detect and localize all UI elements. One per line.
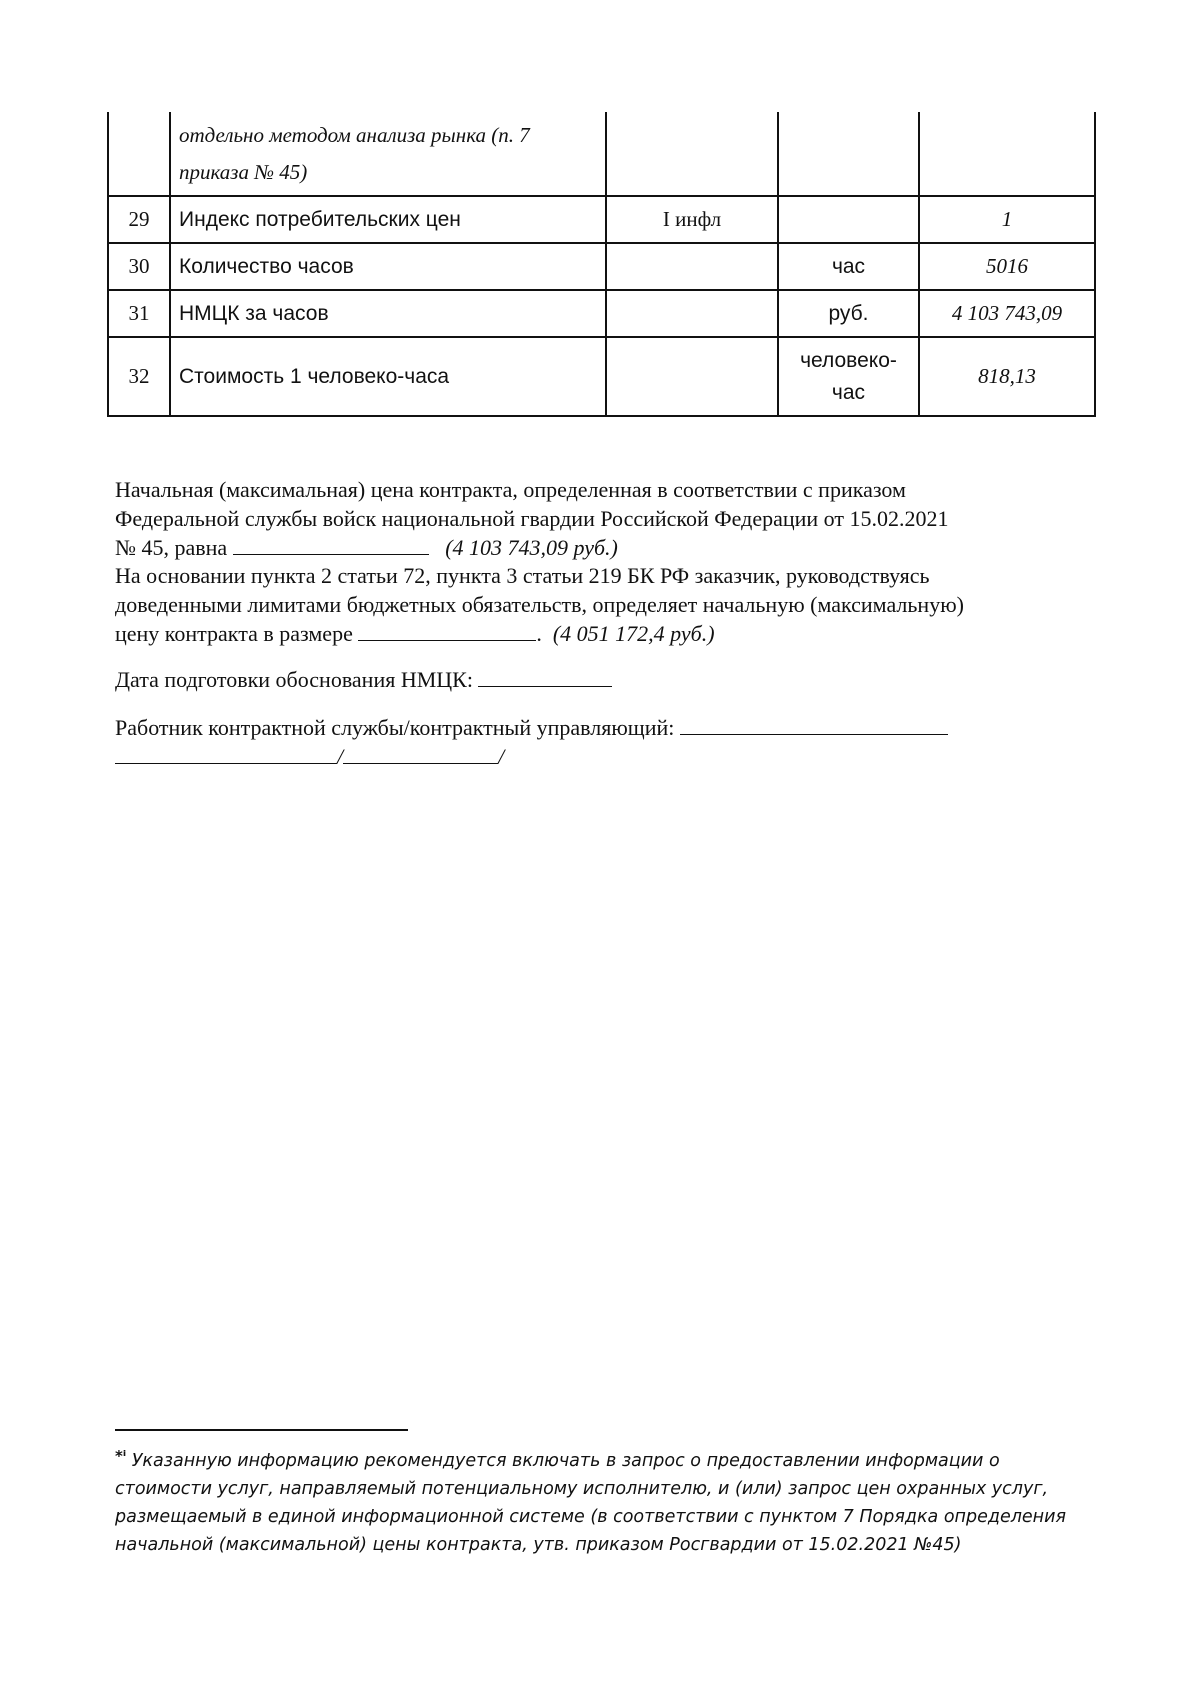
limits-paragraph xyxy=(115,561,1095,648)
row-name: Количество часов xyxy=(170,243,606,290)
nmck-calculation-table xyxy=(107,112,1096,417)
row-value xyxy=(919,112,1095,196)
footnote-text: Указанную информацию рекомендуется включать в запрос о предоставлении информации о стоимости услуг, направляемый потенциальному исполнителю, и (или) запрос цен охранных услуг, размещаемый в единой информационной системе (в соответствии с пунктом 7 Порядка определения начальной (максимальной) цены контракта, утв. приказом Росгвардии от 15.02.2021 №45) xyxy=(115,1451,1067,1555)
text-line xyxy=(115,713,1095,742)
row-unit xyxy=(778,112,919,196)
signature-line xyxy=(115,742,1095,771)
separator: / xyxy=(498,744,505,769)
row-number: 32 xyxy=(108,337,170,416)
date-line xyxy=(115,665,1095,694)
separator: / xyxy=(337,744,344,769)
table-row xyxy=(108,243,1095,290)
footnote xyxy=(115,1442,1100,1559)
row-symbol xyxy=(606,290,778,337)
row-value: 1 xyxy=(919,196,1095,243)
unit-line-2: час xyxy=(831,380,866,404)
text-line: Федеральной службы войск национальной гвардии Российской Федерации от 15.02.2021 xyxy=(115,506,949,531)
row-name: отдельно методом анализа рынка (п. 7 приказа № 45) xyxy=(170,112,606,196)
signer-blank xyxy=(680,714,948,735)
footnote-separator xyxy=(115,1429,408,1431)
date-label: Дата подготовки обоснования НМЦК: xyxy=(115,667,473,692)
row-unit xyxy=(778,196,919,243)
contract-amount: (4 051 172,4 руб.) xyxy=(552,621,715,646)
row-name: НМЦК за часов xyxy=(170,290,606,337)
table-row xyxy=(108,290,1095,337)
signer-block xyxy=(115,713,1095,771)
row-unit xyxy=(778,337,919,416)
row-unit: час xyxy=(778,243,919,290)
name-blank xyxy=(343,743,498,764)
row-name: Стоимость 1 человеко-часа xyxy=(170,337,606,416)
row-symbol xyxy=(606,243,778,290)
row-unit: руб. xyxy=(778,290,919,337)
date-blank xyxy=(478,666,612,687)
text-line: доведенными лимитами бюджетных обязательств, определяет начальную (максимальную) xyxy=(115,592,964,617)
row-symbol xyxy=(606,337,778,416)
nmck-amount: (4 103 743,09 руб.) xyxy=(445,535,618,560)
text-line xyxy=(115,619,1095,648)
row-number: 29 xyxy=(108,196,170,243)
signature-blank xyxy=(115,743,337,764)
text-fragment: . xyxy=(536,621,542,646)
table-row xyxy=(108,337,1095,416)
footnote-mark: *ⁱ xyxy=(115,1447,127,1465)
row-name: Индекс потребительских цен xyxy=(170,196,606,243)
row-symbol xyxy=(606,112,778,196)
row-value: 5016 xyxy=(919,243,1095,290)
row-number: 31 xyxy=(108,290,170,337)
unit-line-1: человеко- xyxy=(800,348,897,372)
row-number xyxy=(108,112,170,196)
nmck-paragraph xyxy=(115,475,1095,562)
row-value: 4 103 743,09 xyxy=(919,290,1095,337)
fill-in-blank xyxy=(358,620,536,641)
signer-label: Работник контрактной службы/контрактный управляющий: xyxy=(115,715,675,740)
text-line: На основании пункта 2 статьи 72, пункта 3 статьи 219 БК РФ заказчик, руководствуясь xyxy=(115,563,930,588)
text-line xyxy=(115,533,1095,562)
row-symbol: I инфл xyxy=(606,196,778,243)
row-value: 818,13 xyxy=(919,337,1095,416)
row-number: 30 xyxy=(108,243,170,290)
text-fragment: № 45, равна xyxy=(115,535,228,560)
table-row xyxy=(108,196,1095,243)
fill-in-blank xyxy=(233,534,429,555)
text-fragment: цену контракта в размере xyxy=(115,621,353,646)
table-row xyxy=(108,112,1095,196)
text-line: Начальная (максимальная) цена контракта, определенная в соответствии с приказом xyxy=(115,477,906,502)
